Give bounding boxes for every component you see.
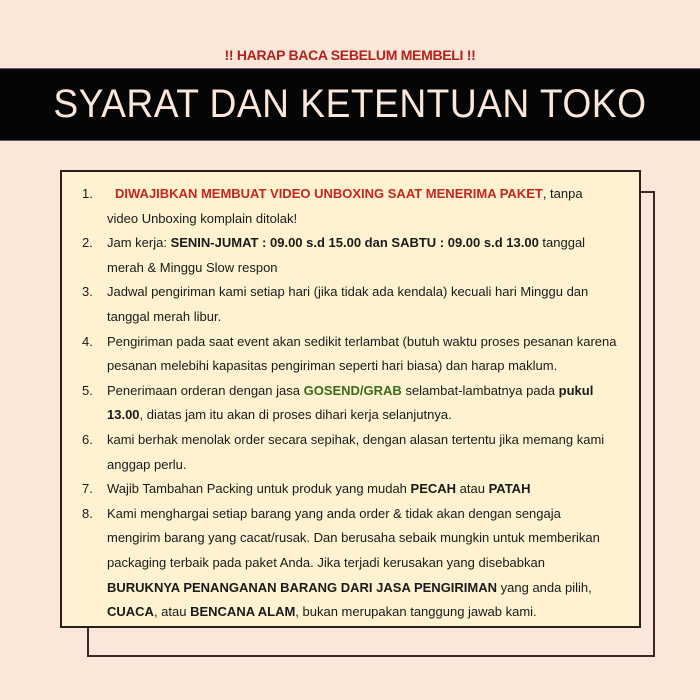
term-item-5 [80,379,621,428]
term-segment: , bukan merupakan tanggung jawab kami. [295,604,537,620]
term-text [107,330,621,379]
term-text [107,477,621,502]
term-item-2 [80,231,621,280]
term-highlight: PATAH [488,481,531,497]
term-item-6 [80,428,621,477]
term-text [107,379,621,428]
term-number: 8. [82,505,93,521]
term-item-1 [80,182,621,231]
term-highlight: BURUKNYA PENANGANAN BARANG DARI JASA PENGIRIMAN [107,579,498,595]
term-highlight: GOSEND/GRAB [303,382,402,398]
term-text [107,182,621,231]
term-item-3 [80,280,621,329]
term-segment: yang anda pilih, [497,579,592,595]
term-highlight: PECAH [410,481,457,497]
terms-list [80,182,621,625]
term-highlight: SENIN-JUMAT : 09.00 s.d 15.00 dan SABTU : 09.00 s.d 13.00 [170,235,539,251]
term-segment: selambat-lambatnya pada [401,382,559,398]
term-number: 7. [82,481,93,497]
term-segment: Wajib Tambahan Packing untuk produk yang mudah [107,481,411,497]
term-segment: Kami menghargai setiap barang yang anda order & tidak akan dengan sengaja mengirim barang yang cacat/rusak. Dan berusaha sebaik mungkin untuk memberikan packaging terbaik pada paket Anda. Jika terjadi kerusakan yang disebabkan [107,505,600,570]
title-banner [0,68,700,141]
term-number: 4. [82,333,93,349]
term-item-8 [80,502,621,625]
term-text [107,280,621,329]
term-number: 3. [82,284,93,300]
term-text [107,502,621,625]
term-segment: Jadwal pengiriman kami setiap hari (jika tidak ada kendala) kecuali hari Minggu dan tanggal merah libur. [107,284,589,324]
read-before-buying-notice: !! HARAP BACA SEBELUM MEMBELI !! [224,47,476,63]
term-segment: , diatas jam itu akan di proses dihari kerja selanjutnya. [139,407,452,423]
term-segment: , atau [153,604,191,620]
term-highlight: DIWAJIBKAN MEMBUAT VIDEO UNBOXING SAAT MENERIMA PAKET [115,186,543,201]
term-text [107,231,621,280]
term-number: 1. [82,186,93,201]
term-item-4 [80,330,621,379]
page-title: SYARAT DAN KETENTUAN TOKO [53,82,647,126]
term-highlight: pukul 13.00 [107,382,594,423]
term-number: 5. [82,382,93,398]
term-number: 6. [82,431,93,447]
term-segment: Pengiriman pada saat event akan sedikit terlambat (butuh waktu proses pesanan karena pesanan melebihi kapasitas pengiriman seperti hari biasa) dan harap maklum. [107,333,617,374]
term-segment: Penerimaan orderan dengan jasa [107,382,304,398]
term-number: 2. [82,235,93,251]
term-item-7 [80,477,621,502]
term-segment: , tanpa video Unboxing komplain ditolak! [107,186,583,226]
term-segment: kami berhak menolak order secara sepihak, dengan alasan tertentu jika memang kami anggap perlu. [107,431,605,472]
term-highlight: BENCANA ALAM [190,604,296,620]
term-segment: Jam kerja: [107,235,171,251]
term-segment: tanggal merah & Minggu Slow respon [107,235,586,275]
terms-box [60,170,641,628]
term-segment: atau [456,481,489,497]
term-text [107,428,621,477]
term-highlight: CUACA [107,604,154,620]
